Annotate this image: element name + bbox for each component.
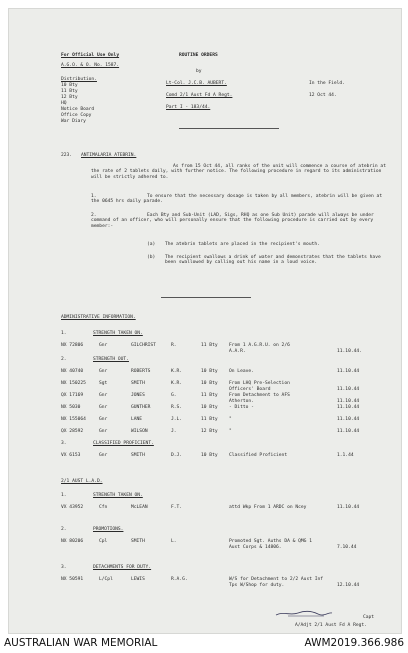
order-item-text: To ensure that the necessary dosage is taken by all members, atebrin will be given at the 0645 hrs daily parade. [91,194,383,205]
header-divider [179,128,279,129]
unit: 12 Bty [201,429,218,434]
remark: From 1 A.G.R.U. on 2/6 [229,343,290,348]
sub-item-label: (a) [147,242,156,247]
service-number: VX 6153 [61,453,81,458]
order-item-number: 2. [91,213,97,218]
distribution-label: Distribution. [61,77,97,82]
unit: 10 Bty [201,381,218,386]
rank: Gnr [99,369,108,374]
remark: - Ditto - [229,405,254,410]
initials: D.J. [171,453,183,458]
remark: From Detachment to AFS [229,393,290,398]
command-line: Comd 2/1 Aust Fd A Regt. [166,93,233,98]
remark: Promoted Sgt. Auths DA & QMG 1 [229,539,312,544]
initials: K.R. [171,381,183,386]
rank: Gnr [99,453,108,458]
distribution-item: HQ [61,101,67,106]
effective-date: 1.1.44 [337,453,354,458]
surname: JONES [131,393,145,398]
effective-date: 11.10.44 [337,505,360,510]
remark: On Leave. [229,369,254,374]
unit: 10 Bty [201,405,218,410]
official-use-label: For Official Use Only [61,53,120,58]
effective-date: 11.10.44 [337,405,360,410]
effective-date: 11.10.44 [337,399,360,404]
distribution-item: 11 Bty [61,89,78,94]
effective-date: 7.10.44 [337,545,357,550]
rank: Gnr [99,429,108,434]
unit: 11 Bty [201,417,218,422]
section-number: 3. [61,565,67,570]
surname: SMITH [131,539,145,544]
initials: L. [171,539,177,544]
remark: attd Wkp From 1 ARDC on Ncey [229,505,307,510]
rank: Gnr [99,343,108,348]
section-number: 1. [61,493,67,498]
service-number: NX 150225 [61,381,86,386]
part-number: Part I - 183/44. [166,105,211,110]
distribution-item: 12 Bty [61,95,78,100]
place: In the Field. [309,81,345,86]
section-heading: PROMOTIONS. [93,527,124,532]
rank: Cpl [99,539,108,544]
lad-heading: 2/1 AUST L.A.D. [61,479,103,484]
remark: From LHQ Pre-Selection [229,381,290,386]
document-title: ROUTINE ORDERS [179,53,218,58]
section-heading: STRENGTH TAKEN ON. [93,331,143,336]
rank: Gnr [99,417,108,422]
signatory-rank: Capt [363,615,375,620]
document-page [8,8,402,634]
distribution-item: War Diary [61,119,86,124]
surname: WILSON [131,429,148,434]
routine-orders-document [61,53,399,628]
effective-date: 11.10.44 [337,369,360,374]
section-number: 2. [61,527,67,532]
rank: Sgt [99,381,108,386]
rank: L/Cpl [99,577,113,582]
initials: F.T. [171,505,183,510]
service-number: QX 17169 [61,393,84,398]
service-number: QX 28592 [61,429,84,434]
unit: 11 Bty [201,343,218,348]
remark: Classified Proficient [229,453,288,458]
service-number: NX 5030 [61,405,81,410]
unit: 10 Bty [201,369,218,374]
sub-item-text: The atebrin tablets are placed in the recipient's mouth. [165,242,320,247]
signature-block: A/Adjt 2/1 Aust Fd A Regt. [295,623,367,628]
initials: G. [171,393,177,398]
admin-heading: ADMINISTRATIVE INFORMATION. [61,315,136,320]
archive-name: AUSTRALIAN WAR MEMORIAL [4,637,158,649]
order-heading: ANTIMALARIA ATEBRIN. [81,153,137,158]
section-number: 2. [61,357,67,362]
remark-continued: Officers' Board [229,387,271,392]
archive-footer [0,634,408,653]
rank: Gnr [99,393,108,398]
surname: GUNTHER [131,405,151,410]
sub-item-label: (b) [147,255,156,260]
remark: " [229,429,232,434]
section-heading: DETACHMENTS FOR DUTY. [93,565,152,570]
surname: GILCHRIST [131,343,156,348]
reference-number: A.G.O. & O. No. 1587. [61,63,120,68]
surname: McLEAN [131,505,148,510]
remark-continued: A.A.R. [229,349,246,354]
surname: ROBERTS [131,369,151,374]
effective-date: 12.10.44 [337,583,360,588]
initials: R.A.G. [171,577,188,582]
section-heading: STRENGTH OUT. [93,357,129,362]
service-number: NX 40740 [61,369,84,374]
date: 12 Oct 44. [309,93,337,98]
effective-date: 11.10.44. [337,349,362,354]
initials: J. [171,429,177,434]
initials: J.L. [171,417,183,422]
service-number: NX 50591 [61,577,84,582]
rank: Cfn [99,505,108,510]
service-number: NX 155064 [61,417,86,422]
effective-date: 11.10.44 [337,429,360,434]
order-number: 223. [61,153,73,158]
effective-date: 11.10.44 [337,417,360,422]
surname: SMITH [131,453,145,458]
surname: SMITH [131,381,145,386]
order-item-text: Each Bty and Sub-Unit (LAD, Sigs, RHQ as one Sub Unit) parade will always be under command of an officer, who will personally ensure that the following procedure is carried out by every member:- [91,213,374,229]
service-number: VX 43952 [61,505,84,510]
initials: R.S. [171,405,183,410]
sub-item-text: The recipient swallows a drink of water and demonstrates that the tablets have been swallowed by calling out his name in a loud voice. [165,255,381,266]
service-number: NX 80206 [61,539,84,544]
rank: Gnr [99,405,108,410]
distribution-item: Office Copy [61,113,92,118]
distribution-item: Notice Board [61,107,95,112]
service-number: NX 72806 [61,343,84,348]
unit: 11 Bty [201,393,218,398]
section-heading: CLASSIFIED PROFICIENT. [93,441,154,446]
initials: R. [171,343,177,348]
remark-continued: Aust Corps & 14806. [229,545,282,550]
remark-continued: Atherton. [229,399,254,404]
by-label: by [196,69,202,74]
initials: K.R. [171,369,183,374]
remark: " [229,417,232,422]
surname: LEWIS [131,577,145,582]
section-number: 1. [61,331,67,336]
commanding-officer: Lt-Col. J.C.B. AUBERT. [166,81,227,86]
effective-date: 11.10.44 [337,387,360,392]
section-divider [161,297,251,298]
order-item-number: 1. [91,194,97,199]
surname: LANE [131,417,143,422]
order-intro: As from 15 Oct 44, all ranks of the unit will commence a course of atebrin at the rate of 2 tablets daily, with further notice. The following procedure in regard to its administration will be strictly adhered to. [91,164,386,180]
distribution-item: 10 Bty [61,83,78,88]
archive-reference: AWM2019.366.986 [304,637,404,649]
section-number: 3. [61,441,67,446]
handwritten-signature [274,609,334,617]
remark: W/S for Detachment to 2/2 Aust Inf [229,577,324,582]
unit: 10 Bty [201,453,218,458]
section-heading: STRENGTH TAKEN ON. [93,493,143,498]
remark-continued: Tps W/Shop for duty. [229,583,285,588]
